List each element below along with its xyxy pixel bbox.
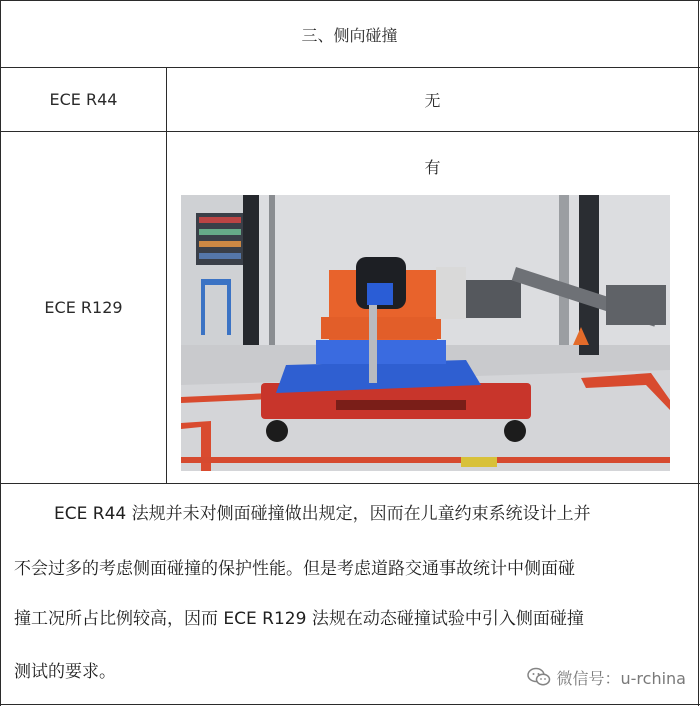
watermark [527, 664, 686, 690]
watermark-text: 微信号：u-rchina [556, 668, 686, 688]
table-border-right [698, 0, 699, 706]
row-value-r129: 有 [424, 157, 441, 177]
side-impact-test-sled-photo-icon [181, 195, 670, 471]
section-title: 三、侧向碰撞 [301, 25, 398, 45]
row-divider-3 [0, 483, 700, 484]
paragraph-line-3: 撞工况所占比例较高，因而 ECE R129 法规在动态碰撞试验中引入侧面碰撞 [14, 609, 584, 629]
paragraph-line-2: 不会过多的考虑侧面碰撞的保护性能。但是考虑道路交通事故统计中侧面碰 [14, 559, 575, 579]
row-label-r44: ECE R44 [49, 90, 118, 109]
side-impact-test-photo [181, 195, 670, 471]
table-border-bottom [0, 704, 700, 705]
paragraph-line-1: ECE R44 法规并未对侧面碰撞做出规定，因而在儿童约束系统设计上并 [54, 504, 591, 524]
wechat-icon [527, 667, 551, 687]
paragraph-line-4: 测试的要求。 [14, 662, 116, 682]
row-label-r129: ECE R129 [44, 298, 123, 317]
row-value-r44: 无 [424, 91, 441, 110]
